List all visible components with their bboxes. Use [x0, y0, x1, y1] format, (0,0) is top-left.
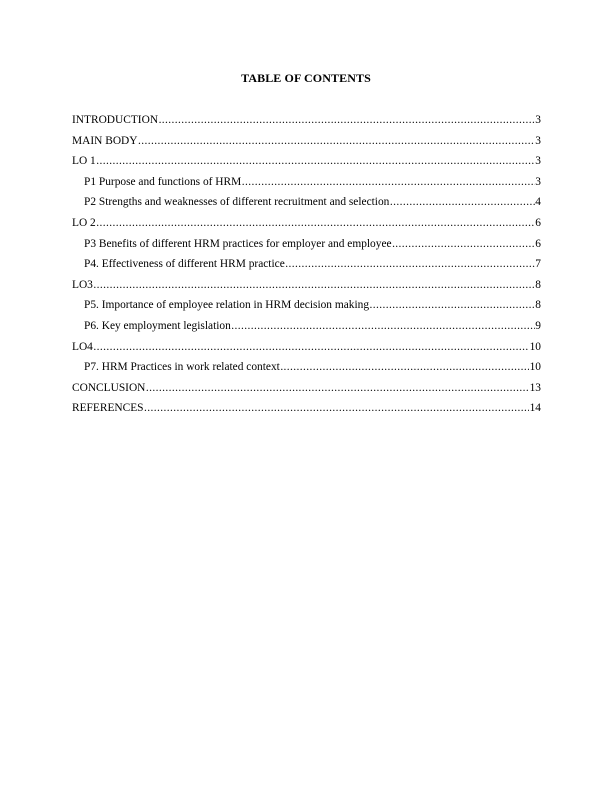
toc-page-number: 6 [535, 216, 541, 229]
toc-entry[interactable] [72, 154, 541, 175]
toc-page-number: 10 [529, 340, 541, 353]
toc-page-number: 9 [535, 319, 541, 332]
toc-dot-leader [96, 216, 535, 230]
toc-dot-leader [390, 195, 535, 209]
toc-page-number: 10 [529, 361, 541, 374]
toc-page-number: 8 [535, 299, 541, 312]
toc-entry[interactable] [72, 195, 541, 216]
toc-dot-leader [144, 401, 529, 415]
toc-entry-text: P3 Benefits of different HRM practices for employer and employee [84, 237, 392, 250]
toc-dot-leader [93, 340, 529, 354]
toc-page-number: 13 [529, 381, 541, 394]
toc-heading: TABLE OF CONTENTS [241, 71, 371, 85]
toc-entry-text: P7. HRM Practices in work related context [84, 361, 280, 374]
toc-entry-text: LO3 [72, 278, 93, 291]
toc-entry-text: P2 Strengths and weaknesses of different recruitment and selection [84, 196, 390, 209]
toc-entry[interactable] [72, 237, 541, 258]
toc-entry[interactable] [72, 401, 541, 422]
toc-entry[interactable] [72, 216, 541, 237]
toc-entry[interactable] [72, 257, 541, 278]
toc-entry-text: P1 Purpose and functions of HRM [84, 175, 242, 188]
toc-page-number: 8 [535, 278, 541, 291]
toc-entry-text: P6. Key employment legislation [84, 319, 231, 332]
toc-dot-leader [93, 278, 534, 292]
toc-entry[interactable] [72, 381, 541, 402]
toc-entry[interactable] [72, 298, 541, 319]
toc-dot-leader [280, 360, 529, 374]
toc-dot-leader [159, 113, 535, 127]
toc-dot-leader [146, 381, 529, 395]
toc-entry-text: REFERENCES [72, 402, 144, 415]
toc-dot-leader [138, 134, 535, 148]
toc-entry[interactable] [72, 340, 541, 361]
toc-dot-leader [285, 257, 535, 271]
toc-entry[interactable] [72, 360, 541, 381]
toc-entry-text: LO 2 [72, 216, 96, 229]
toc-entry[interactable] [72, 175, 541, 196]
toc-entry[interactable] [72, 113, 541, 134]
toc-entry-text: P5. Importance of employee relation in HRM decision making [84, 299, 370, 312]
toc-page-number: 14 [529, 402, 541, 415]
toc-page-number: 3 [535, 155, 541, 168]
toc-entry-text: MAIN BODY [72, 134, 138, 147]
toc-page-number: 4 [535, 196, 541, 209]
toc-entry[interactable] [72, 278, 541, 299]
toc-page-number: 3 [535, 175, 541, 188]
toc-entry-text: LO4 [72, 340, 93, 353]
toc-dot-leader [231, 319, 535, 333]
toc-entry[interactable] [72, 134, 541, 155]
toc-page-number: 3 [535, 134, 541, 147]
toc-dot-leader [96, 154, 535, 168]
toc-page-number: 6 [535, 237, 541, 250]
toc-entry-text: P4. Effectiveness of different HRM practice [84, 258, 285, 271]
toc-entry-text: INTRODUCTION [72, 114, 159, 126]
toc-page-number: 3 [535, 114, 541, 126]
toc-page-number: 7 [535, 258, 541, 271]
toc-entry-text: LO 1 [72, 155, 96, 168]
toc-entry[interactable] [72, 319, 541, 340]
toc-dot-leader [392, 237, 535, 251]
toc-entry-text: CONCLUSION [72, 381, 146, 394]
toc-dot-leader [370, 298, 535, 312]
toc-list [72, 113, 541, 422]
toc-dot-leader [242, 175, 535, 189]
